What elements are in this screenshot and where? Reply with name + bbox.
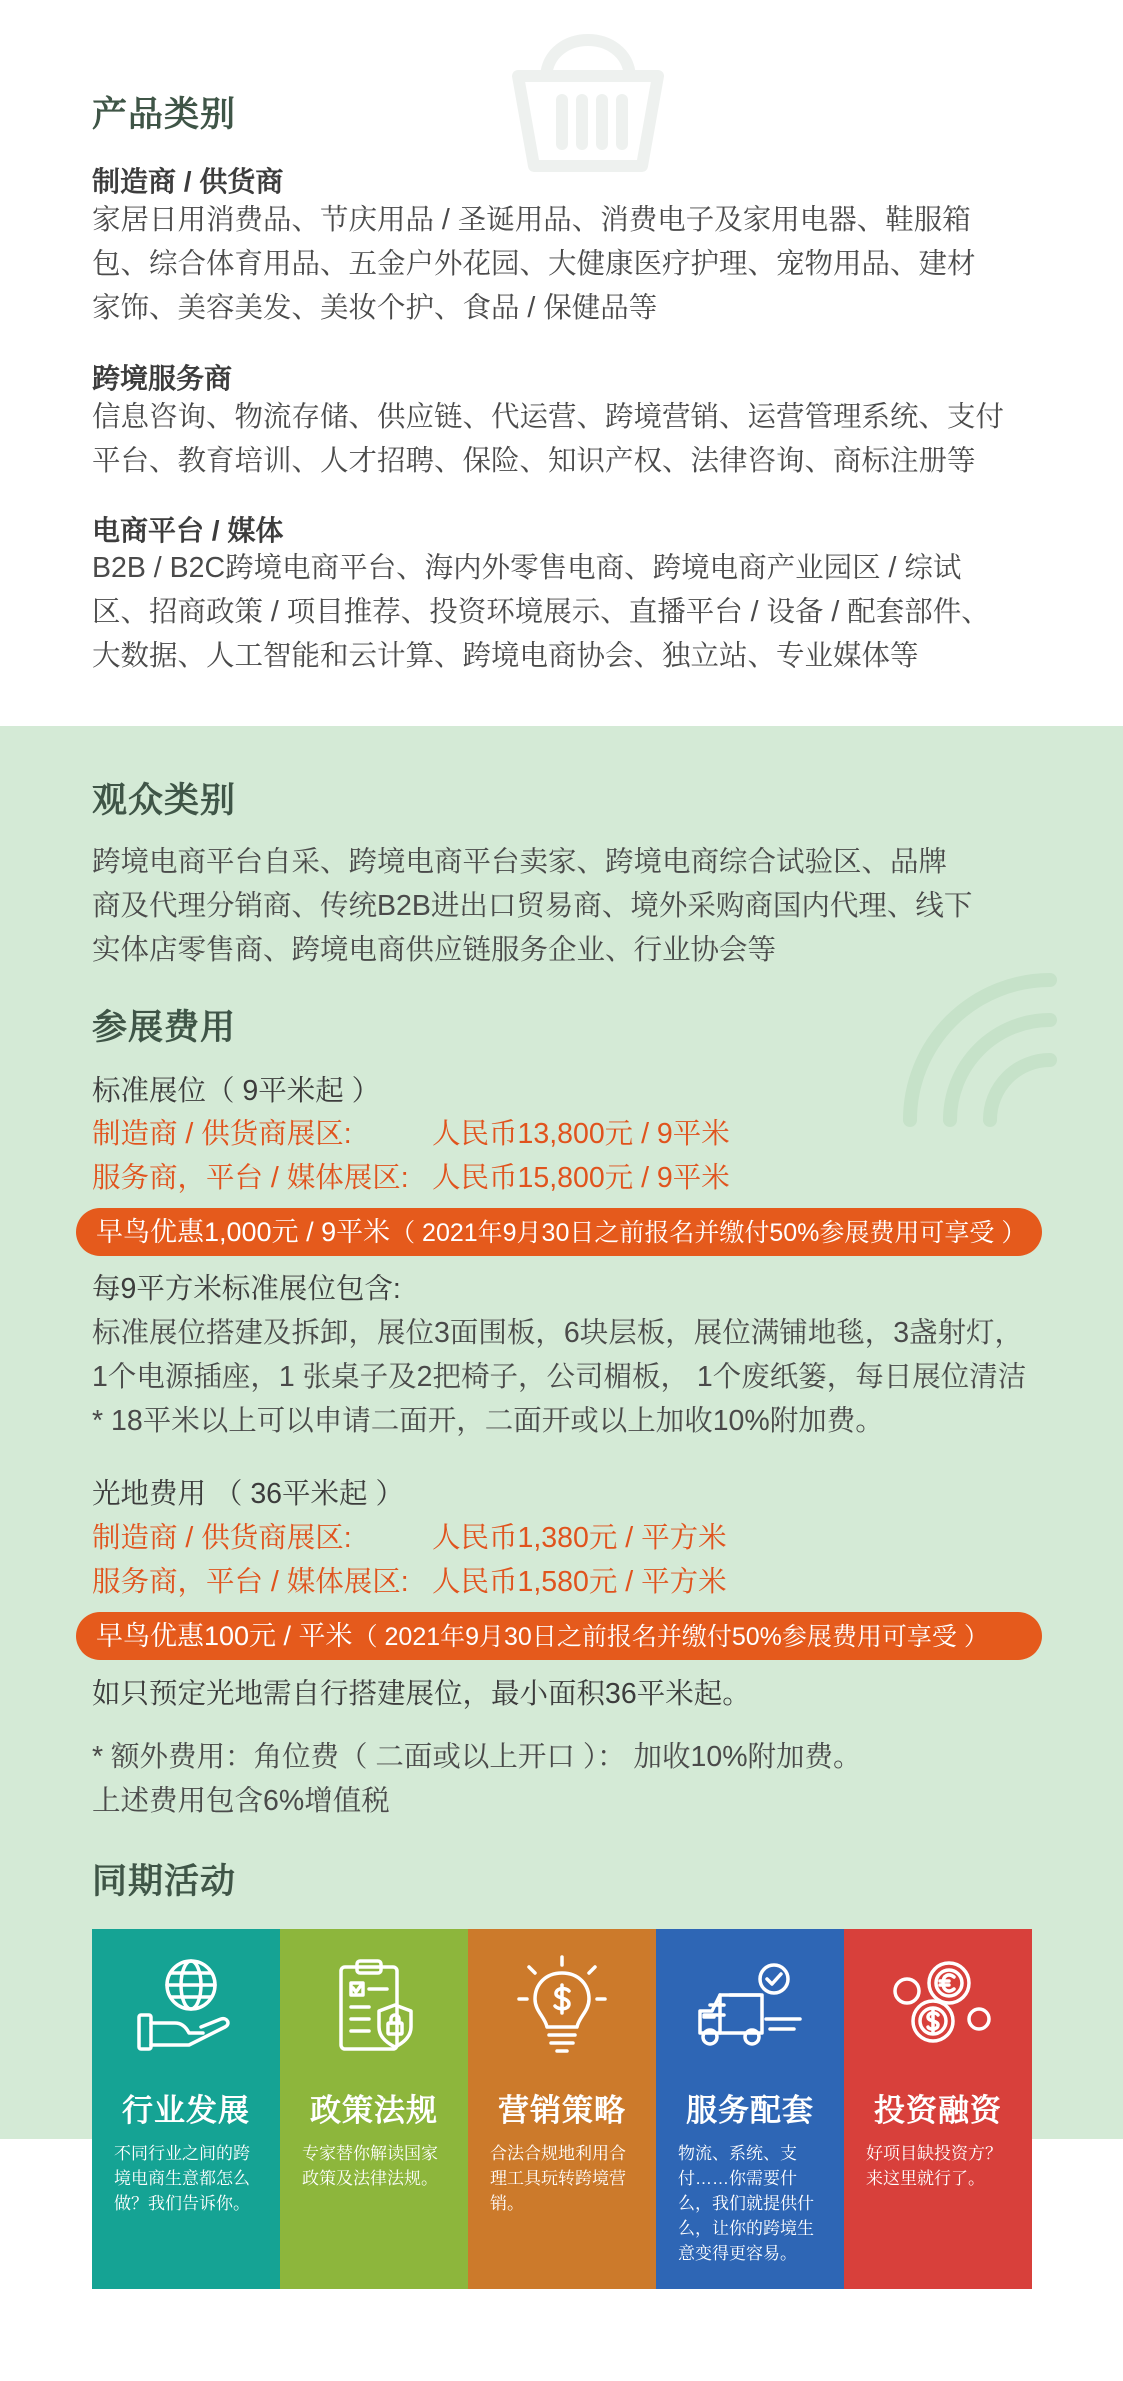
activity-card-desc: 专家替你解读国家政策及法律法规。 bbox=[302, 2144, 438, 2188]
activity-card-title: 行业发展 bbox=[122, 2093, 250, 2128]
audience-title: 观众类别 bbox=[92, 781, 237, 820]
text-line: 大数据、人工智能和云计算、跨境电商协会、独立站、专业媒体等 bbox=[92, 640, 919, 672]
raw-space-note: 如只预定光地需自行搭建展位，最小面积36平米起。 bbox=[92, 1678, 751, 1710]
early-bird-note: （ 2021年9月30日之前报名并缴付50%参展费用可享受 ） bbox=[352, 1623, 989, 1651]
early-bird-text: 早鸟优惠1,000元 / 9平米 bbox=[96, 1217, 391, 1247]
activity-card-industry bbox=[92, 1929, 280, 2289]
activity-card-marketing bbox=[468, 1929, 656, 2289]
group-title-service: 跨境服务商 bbox=[92, 363, 233, 394]
basket-icon bbox=[510, 18, 666, 176]
activity-card-title: 营销策略 bbox=[498, 2093, 626, 2128]
activity-card-policy bbox=[280, 1929, 468, 2289]
text-line: 家居日用消费品、节庆用品 / 圣诞用品、消费电子及家用电器、鞋服箱 bbox=[92, 204, 971, 236]
group-title-manufacturer: 制造商 / 供货商 bbox=[92, 166, 284, 197]
group-text-manufacturer bbox=[92, 198, 1052, 330]
text-line: 包、综合体育用品、五金户外花园、大健康医疗护理、宠物用品、建材 bbox=[92, 248, 976, 280]
activity-card-desc: 物流、系统、支付……你需要什么，我们就提供什么，让你的跨境生意变得更容易。 bbox=[678, 2144, 814, 2263]
text-line: 区、招商政策 / 项目推荐、投资环境展示、直播平台 / 设备 / 配套部件、 bbox=[92, 596, 990, 628]
group-text-service bbox=[92, 395, 1052, 483]
early-bird-note: （ 2021年9月30日之前报名并缴付50%参展费用可享受 ） bbox=[390, 1219, 1027, 1247]
standard-row-service-label: 服务商，平台 / 媒体展区: bbox=[92, 1162, 409, 1194]
text-line: 标准展位搭建及拆卸，展位3面围板，6块层板，展位满铺地毯，3盏射灯， bbox=[92, 1317, 1024, 1349]
globe-hand-icon bbox=[131, 1953, 241, 2063]
activity-card-desc: 不同行业之间的跨境电商生意都怎么做？我们告诉你。 bbox=[114, 2144, 250, 2213]
activity-card-services bbox=[656, 1929, 844, 2289]
raw-row-manufacturer-label: 制造商 / 供货商展区: bbox=[92, 1522, 352, 1554]
activity-card-title: 服务配套 bbox=[686, 2093, 814, 2128]
extra-fees bbox=[92, 1735, 1052, 1823]
audience-text bbox=[92, 840, 1052, 972]
raw-row-manufacturer-price: 人民币1,380元 / 平方米 bbox=[432, 1522, 727, 1554]
early-bird-standard-badge bbox=[76, 1208, 1042, 1256]
activity-card-desc: 合法合规地利用合理工具玩转跨境营销。 bbox=[490, 2144, 626, 2213]
raw-row-service-price: 人民币1,580元 / 平方米 bbox=[432, 1566, 727, 1598]
wifi-icon bbox=[890, 960, 1070, 1140]
delivery-truck-icon bbox=[690, 1953, 810, 2063]
activity-card-investment bbox=[844, 1929, 1032, 2289]
group-text-platform bbox=[92, 546, 1052, 678]
activity-card-title: 政策法规 bbox=[310, 2093, 438, 2128]
text-line: 家饰、美容美发、美妆个护、食品 / 保健品等 bbox=[92, 292, 658, 324]
text-line: 信息咨询、物流存储、供应链、代运营、跨境营销、运营管理系统、支付 bbox=[92, 401, 1005, 433]
text-line: 1个电源插座，1 张桌子及2把椅子，公司楣板， 1个废纸篓，每日展位清洁 bbox=[92, 1361, 1027, 1393]
group-title-platform: 电商平台 / 媒体 bbox=[92, 515, 284, 546]
text-line: 平台、教育培训、人才招聘、保险、知识产权、法律咨询、商标注册等 bbox=[92, 445, 976, 477]
activity-card-desc: 好项目缺投资方？来这里就行了。 bbox=[866, 2144, 1002, 2188]
text-line: B2B / B2C跨境电商平台、海内外零售电商、跨境电商产业园区 / 综试 bbox=[92, 552, 962, 584]
early-bird-text: 早鸟优惠100元 / 平米 bbox=[96, 1621, 353, 1651]
standard-row-manufacturer-price: 人民币13,800元 / 9平米 bbox=[432, 1118, 730, 1150]
activity-cards bbox=[92, 1929, 1032, 2289]
activities-title: 同期活动 bbox=[92, 1862, 237, 1901]
text-line: * 额外费用：角位费（ 二面或以上开口 ）： 加收10%附加费。 bbox=[92, 1741, 862, 1773]
raw-space-heading: 光地费用 （ 36平米起 ） bbox=[92, 1478, 404, 1510]
fees-title: 参展费用 bbox=[92, 1008, 237, 1047]
text-line: * 18平米以上可以申请二面开，二面开或以上加收10%附加费。 bbox=[92, 1405, 884, 1437]
includes-title: 每9平方米标准展位包含: bbox=[92, 1273, 401, 1305]
coins-icon bbox=[883, 1953, 993, 2063]
product-title: 产品类别 bbox=[92, 95, 237, 134]
standard-row-service-price: 人民币15,800元 / 9平米 bbox=[432, 1162, 730, 1194]
includes-text bbox=[92, 1311, 1052, 1443]
text-line: 实体店零售商、跨境电商供应链服务企业、行业协会等 bbox=[92, 934, 777, 966]
early-bird-raw-badge bbox=[76, 1612, 1042, 1660]
clipboard-lock-icon bbox=[319, 1953, 429, 2063]
standard-booth-heading: 标准展位（ 9平米起 ） bbox=[92, 1075, 381, 1107]
activity-card-title: 投资融资 bbox=[874, 2093, 1002, 2128]
raw-row-service-label: 服务商，平台 / 媒体展区: bbox=[92, 1566, 409, 1598]
text-line: 商及代理分销商、传统B2B进出口贸易商、境外采购商国内代理、线下 bbox=[92, 890, 973, 922]
standard-row-manufacturer-label: 制造商 / 供货商展区: bbox=[92, 1118, 352, 1150]
lightbulb-dollar-icon bbox=[507, 1953, 617, 2063]
text-line: 上述费用包含6%增值税 bbox=[92, 1785, 390, 1817]
text-line: 跨境电商平台自采、跨境电商平台卖家、跨境电商综合试验区、品牌 bbox=[92, 846, 948, 878]
